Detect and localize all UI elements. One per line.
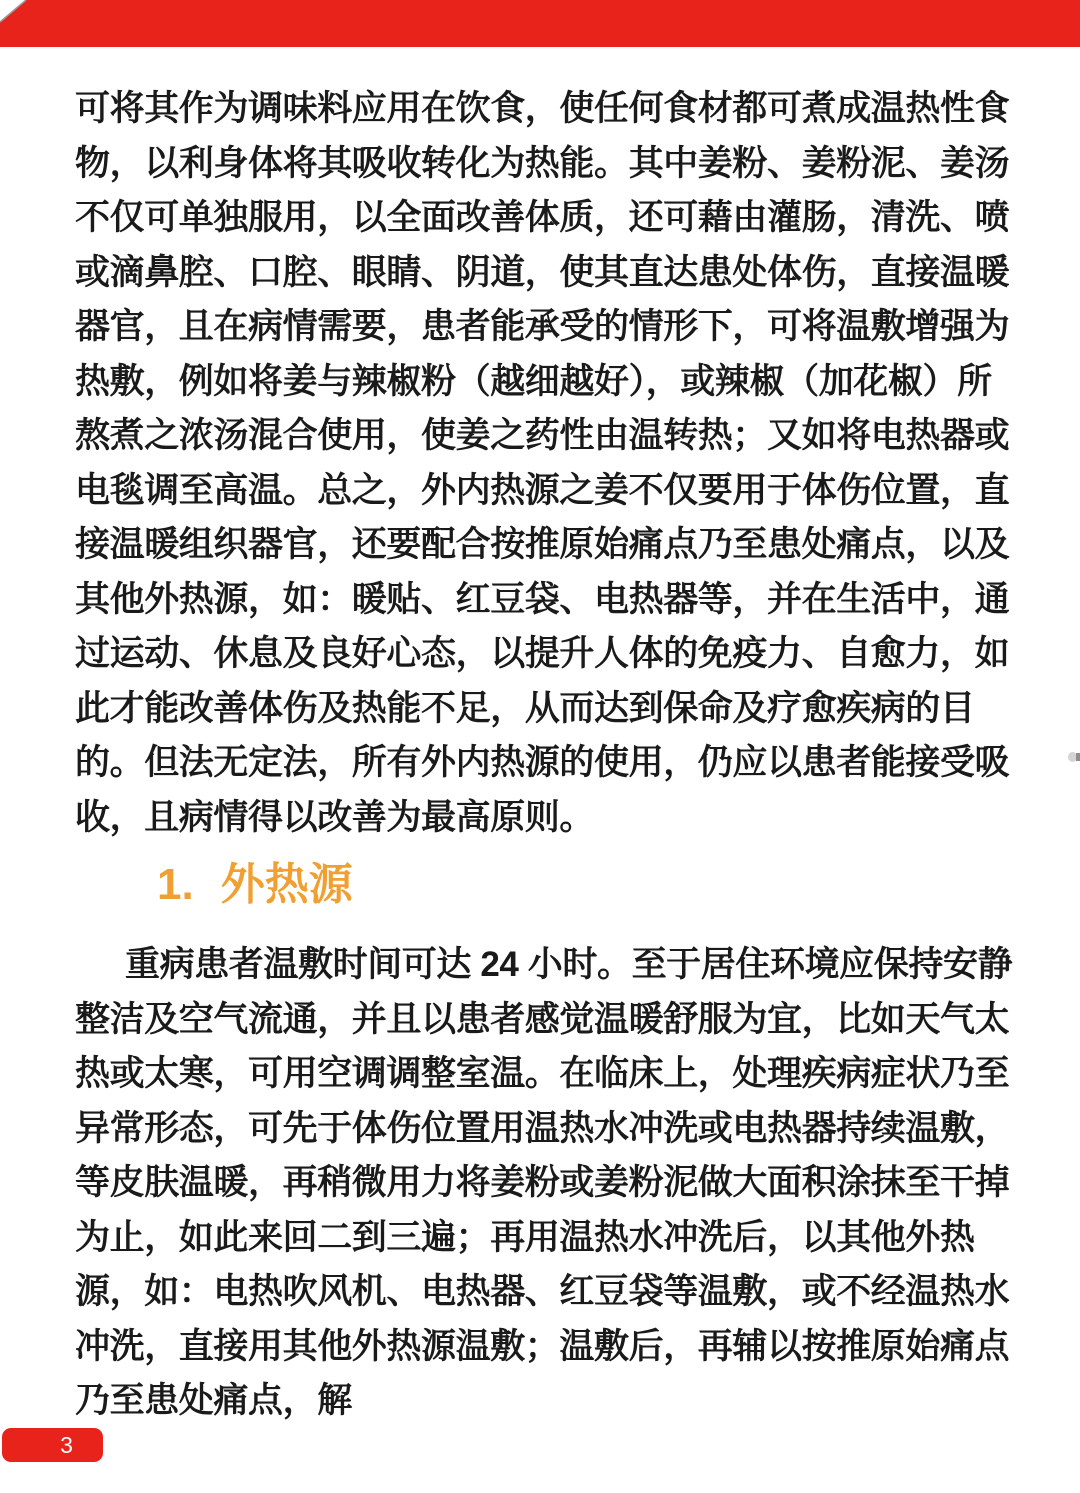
text-line: 整洁及空气流通，并且以患者感觉温暖舒服为宜，比如天气太 — [75, 999, 1010, 1039]
text-line: 此才能改善体伤及热能不足，从而达到保命及疗愈疾病的目 — [75, 688, 975, 728]
page-corner-fold — [0, 0, 32, 28]
text-line: 熬煮之浓汤混合使用，使姜之药性由温转热；又如将电热器或 — [75, 416, 1010, 455]
text-line: 异常形态，可先于体伤位置用温热水冲洗或电热器持续温敷， — [75, 1108, 1010, 1148]
header-red-bar — [0, 0, 1080, 47]
page-number-badge — [2, 1428, 103, 1462]
section-heading-title: 外热源 — [220, 860, 353, 909]
page-edge-artifact — [1068, 750, 1080, 764]
text-line: 的。但法无定法，所有外内热源的使用，仍应以患者能接受吸 — [75, 743, 1010, 782]
text-line: 热或太寒，可用空调调整室温。在临床上，处理疾病症状乃至 — [75, 1054, 1010, 1093]
text-line: 等皮肤温暖，再稍微用力将姜粉或姜粉泥做大面积涂抹至干掉 — [75, 1163, 1010, 1202]
section-heading-number: 1. — [157, 860, 194, 909]
paragraph-1 — [75, 82, 1015, 845]
text-line: 物，以利身体将其吸收转化为热能。其中姜粉、姜粉泥、姜汤 — [75, 143, 1010, 183]
text-line: 源，如：电热吹风机、电热器、红豆袋等温敷，或不经温热水 — [75, 1272, 1010, 1311]
text-line: 热敷，例如将姜与辣椒粉（越细越好），或辣椒（加花椒）所 — [75, 361, 992, 401]
text-line: 冲洗，直接用其他外热源温敷；温敷后，再辅以按推原始痛点 — [75, 1326, 1010, 1366]
text-line: 器官，且在病情需要，患者能承受的情形下，可将温敷增强为 — [75, 307, 1010, 346]
text-line: 过运动、休息及良好心态，以提升人体的免疫力、自愈力，如 — [75, 634, 1010, 673]
text-line: 为止，如此来回二到三遍；再用温热水冲洗后，以其他外热 — [75, 1217, 975, 1257]
text-line: 其他外热源，如：暖贴、红豆袋、电热器等，并在生活中，通 — [75, 579, 1010, 619]
text-line: 重病患者温敷时间可达 24 小时。至于居住环境应保持安静 — [125, 945, 1013, 984]
paragraph-2 — [75, 938, 1015, 1429]
text-line: 可将其作为调味料应用在饮食，使任何食材都可煮成温热性食 — [75, 89, 1010, 128]
text-line: 乃至患处痛点，解 — [75, 1381, 352, 1420]
text-line: 收，且病情得以改善为最高原则。 — [75, 797, 595, 837]
text-line: 不仅可单独服用，以全面改善体质，还可藉由灌肠，清洗、喷 — [75, 198, 1010, 237]
section-heading — [157, 858, 353, 912]
text-line: 电毯调至高温。总之，外内热源之姜不仅要用于体伤位置，直 — [75, 470, 1010, 510]
text-line: 接温暖组织器官，还要配合按推原始痛点乃至患处痛点，以及 — [75, 525, 1010, 564]
page-number: 3 — [60, 1431, 73, 1458]
text-line: 或滴鼻腔、口腔、眼睛、阴道，使其直达患处体伤，直接温暖 — [75, 252, 1010, 292]
